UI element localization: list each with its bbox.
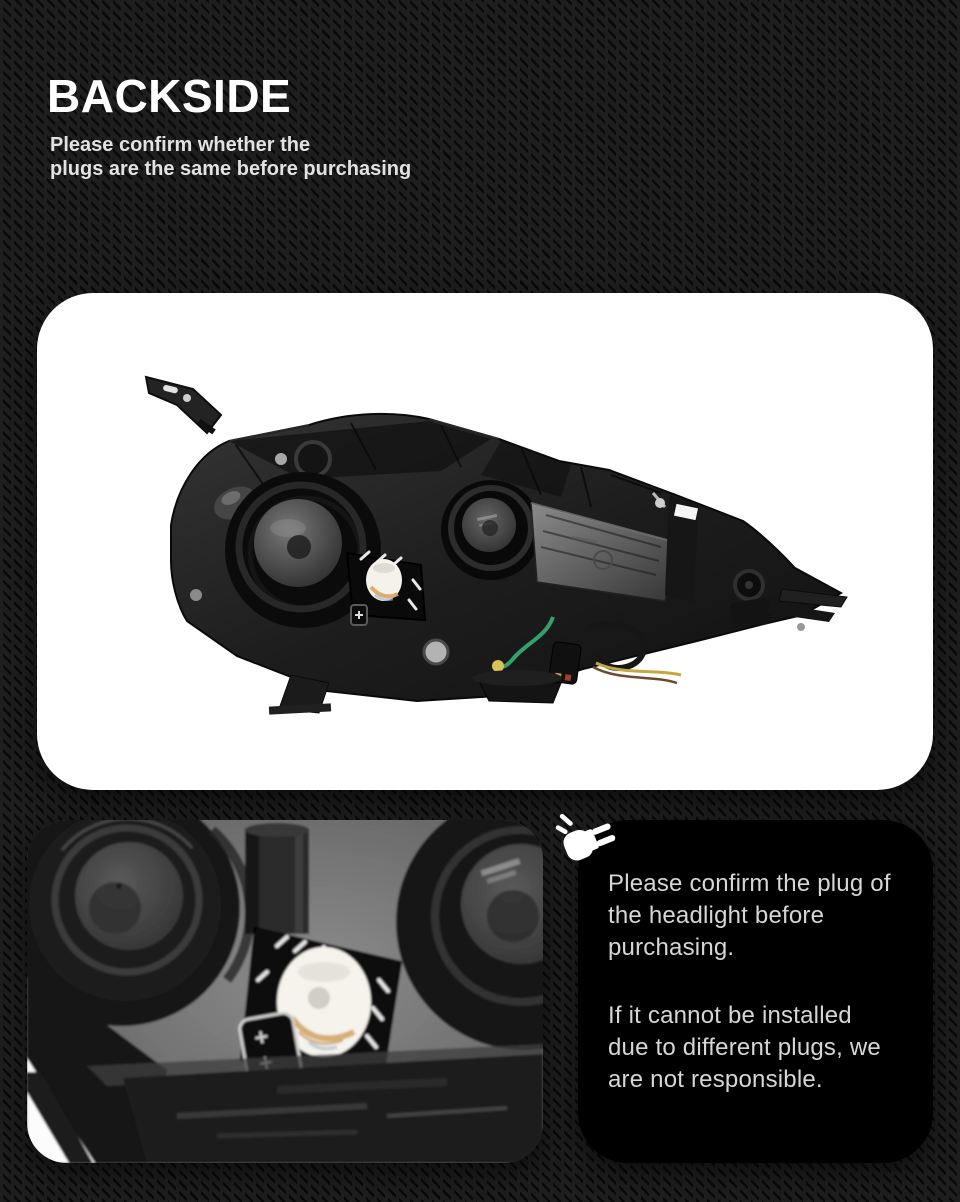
detail-photo-panel	[27, 820, 543, 1163]
notice-line: Please confirm the plug of	[608, 870, 891, 897]
plug-icon	[554, 808, 622, 870]
headlight-plug-closeup-photo	[27, 820, 543, 1163]
page-title: BACKSIDE	[47, 70, 292, 122]
subtitle-line-2: plugs are the same before purchasing	[50, 157, 412, 180]
notice-paragraph-2	[608, 1000, 913, 1096]
notice-panel	[578, 820, 933, 1163]
notice-line: due to different plugs, we	[608, 1034, 881, 1061]
notice-line: If it cannot be installed	[608, 1002, 852, 1029]
subtitle	[50, 134, 411, 181]
main-photo-panel	[37, 293, 933, 790]
notice-line: purchasing.	[608, 934, 735, 961]
notice-paragraph-1	[608, 868, 913, 964]
subtitle-line-1: Please confirm whether the	[50, 134, 311, 156]
notice-line: the headlight before	[608, 902, 825, 929]
headlight-backside-photo	[141, 375, 851, 715]
notice-line: are not responsible.	[608, 1066, 823, 1093]
